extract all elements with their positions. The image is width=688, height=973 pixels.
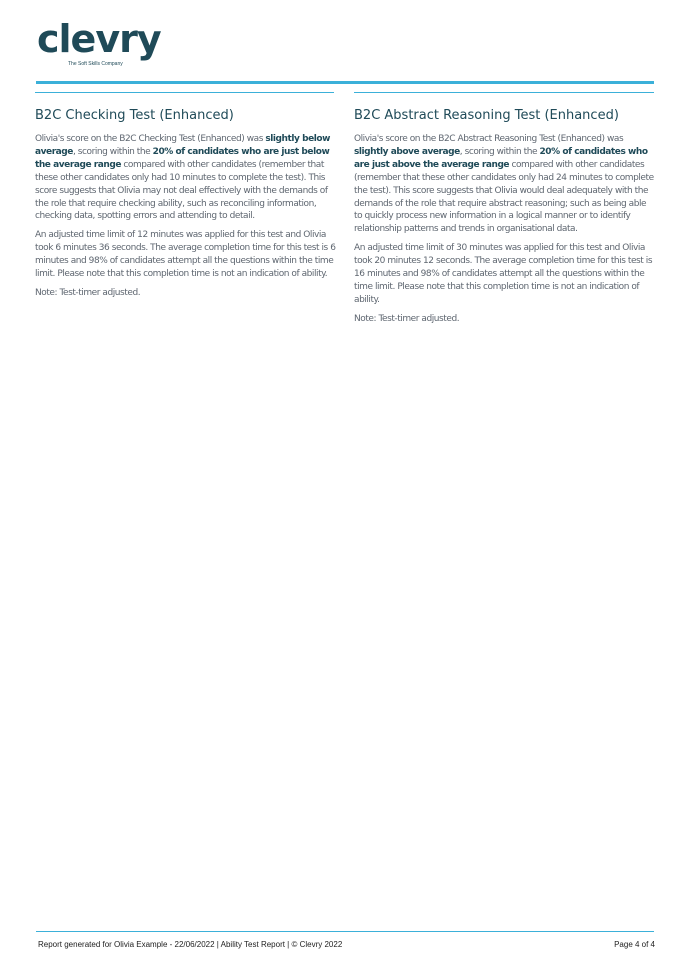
timer-note: Note: Test-timer adjusted.	[35, 287, 141, 298]
clevry-logo	[37, 17, 167, 70]
section-title: B2C Abstract Reasoning Test (Enhanced)	[354, 108, 619, 123]
timer-note: Note: Test-timer adjusted.	[354, 313, 460, 324]
timing-paragraph: An adjusted time limit of 30 minutes was applied for this test and Olivia took 20 minutes 12 seconds. The average completion time for this test is 16 minutes and 98% of candidates attempt all the questions within the time limit. Please note that this completion time is not an indication of ability.	[354, 243, 653, 305]
timing-paragraph: An adjusted time limit of 12 minutes was applied for this test and Olivia took 6 minutes 36 seconds. The average completion time for this test is 6 minutes and 98% of candidates attempt all the questions within the time limit. Please note that this completion time is not an indication of ability.	[35, 230, 336, 280]
score-paragraph: Olivia's score on the B2C Abstract Reasoning Test (Enhanced) was slightly above average, scoring within the 20% of candidates who are just above the average range compared with other candidates (remember that these other candidates only had 24 minutes to complete the test). This score suggests that Olivia would deal adequately with the demands of the role that require abstract reasoning; such as being able to quickly process new information in a logical manner or to identify relationship patterns and trends in organisational data.	[354, 134, 654, 235]
section-title: B2C Checking Test (Enhanced)	[35, 108, 234, 123]
footer-divider	[36, 931, 654, 932]
right-column-divider	[354, 92, 654, 93]
logo-tagline: The Soft Skills Company	[68, 61, 123, 67]
left-column-divider	[35, 92, 334, 93]
percentile-band: 20% of candidates who are just below the average range	[35, 146, 330, 170]
score-paragraph: Olivia's score on the B2C Checking Test (Enhanced) was slightly below average, scoring within the 20% of candidates who are just below the average range compared with other candidates (remember that these other candidates only had 10 minutes to complete the test). This score suggests that Olivia may not deal effectively with the demands of the role that require checking ability, such as reconciling information, checking data, spotting errors and attending to detail.	[35, 134, 330, 222]
header-divider	[36, 81, 654, 84]
footer-page-number: Page 4 of 4	[614, 940, 655, 949]
score-band: slightly above average	[354, 146, 460, 157]
checking-test-section	[35, 108, 337, 306]
percentile-band: 20% of candidates who are just above the average range	[354, 146, 648, 170]
footer-report-info: Report generated for Olivia Example - 22/06/2022 | Ability Test Report | © Clevry 2022	[38, 940, 343, 949]
score-band: slightly below average	[35, 134, 330, 157]
abstract-reasoning-test-section	[354, 108, 654, 332]
logo-wordmark: clevry	[37, 17, 161, 61]
